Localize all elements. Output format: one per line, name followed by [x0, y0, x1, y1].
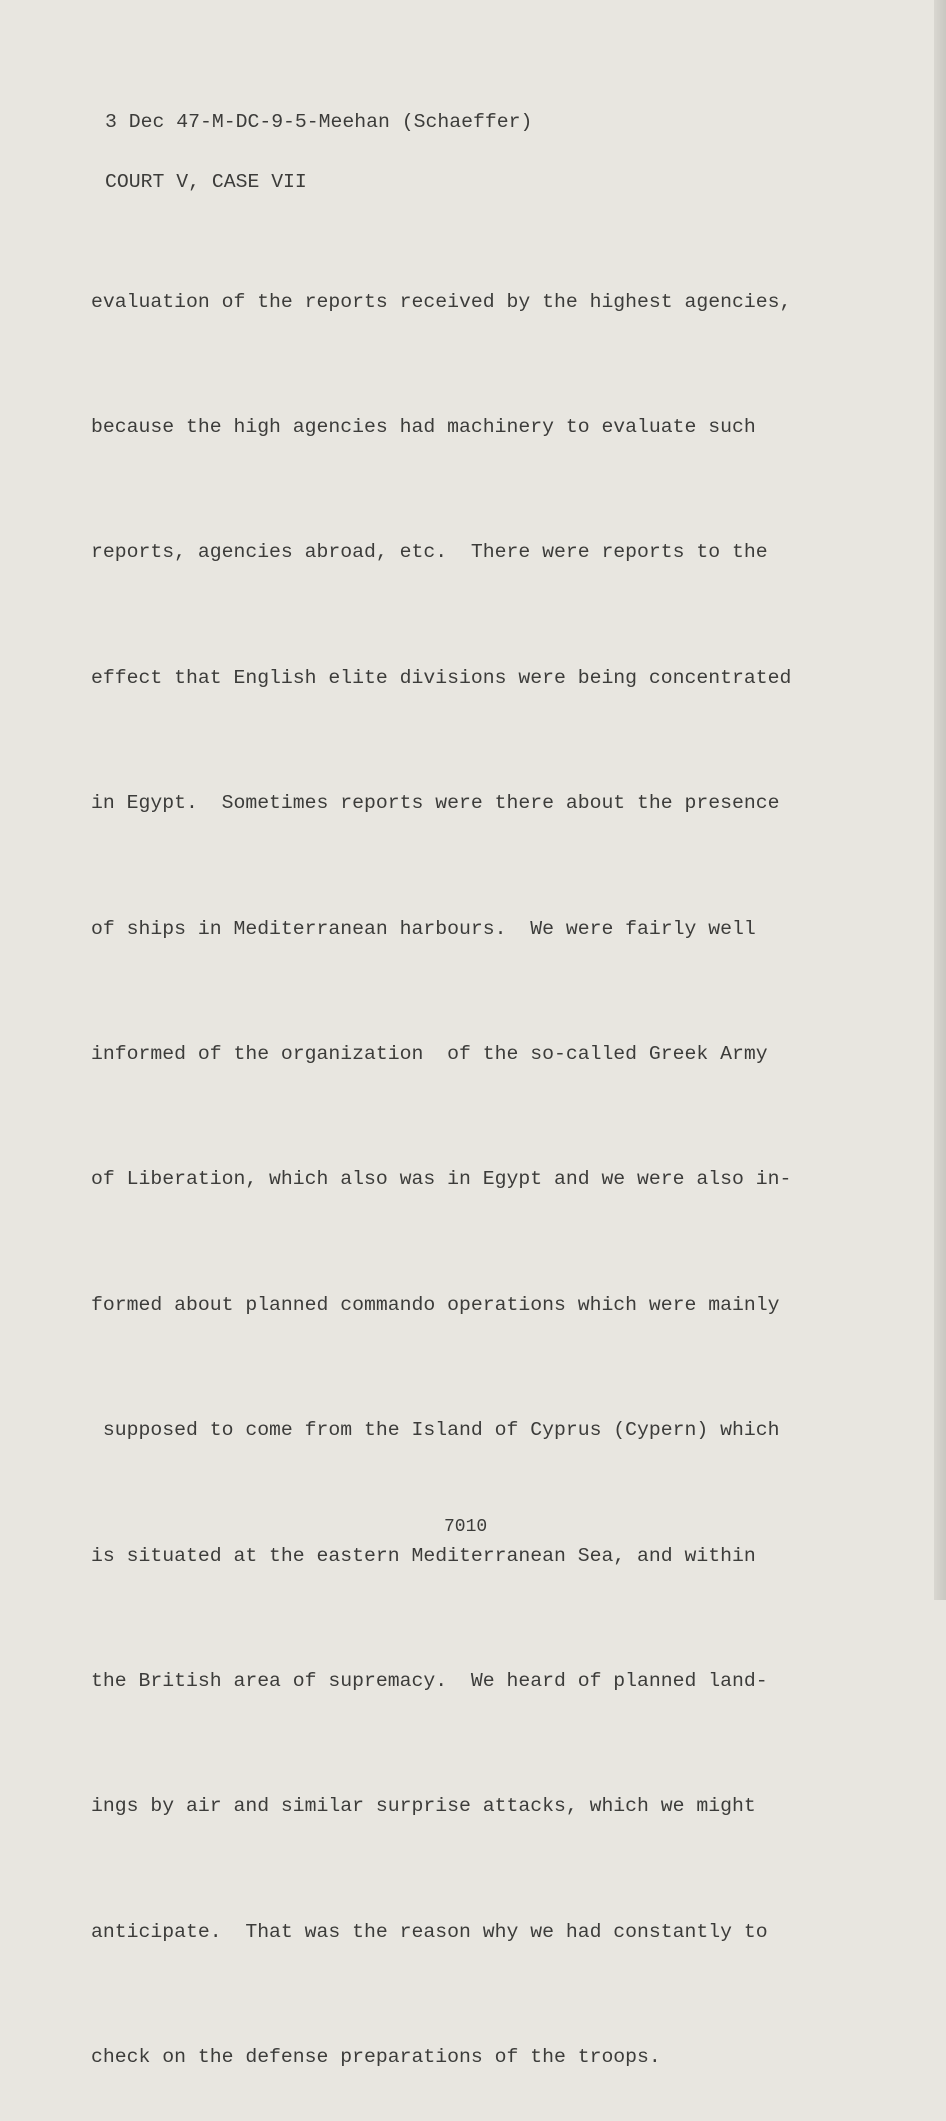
body-line: is situated at the eastern Mediterranean Sea, and within [91, 1544, 756, 1567]
body-line: supposed to come from the Island of Cyprus (Cypern) which [91, 1419, 780, 1442]
page-number: 7010 [444, 1517, 488, 1537]
body-line: informed of the organization of the so-called Greek Army [91, 1042, 768, 1065]
body-line: ings by air and similar surprise attacks, which we might [91, 1795, 756, 1818]
body-line: evaluation of the reports received by the highest agencies, [91, 290, 792, 313]
header-court-case: COURT V, CASE VII [105, 171, 307, 193]
body-line: of Liberation, which also was in Egypt and we were also in- [91, 1168, 792, 1191]
page-edge [934, 0, 946, 1600]
document-header [105, 72, 532, 212]
header-reference: 3 Dec 47-M-DC-9-5-Meehan (Schaeffer) [105, 111, 533, 133]
body-line: check on the defense preparations of the troops. [91, 2046, 661, 2069]
body-line: effect that English elite divisions were being concentrated [91, 666, 792, 689]
body-line: of ships in Mediterranean harbours. We were fairly well [91, 917, 756, 940]
document-body [91, 198, 791, 2121]
body-line: the British area of supremacy. We heard of planned land- [91, 1669, 768, 1692]
body-line: because the high agencies had machinery to evaluate such [91, 415, 756, 438]
body-line: reports, agencies abroad, etc. There were reports to the [91, 541, 768, 564]
body-line: in Egypt. Sometimes reports were there about the presence [91, 792, 780, 815]
body-line: anticipate. That was the reason why we had constantly to [91, 1920, 768, 1943]
body-line: formed about planned commando operations which were mainly [91, 1293, 780, 1316]
